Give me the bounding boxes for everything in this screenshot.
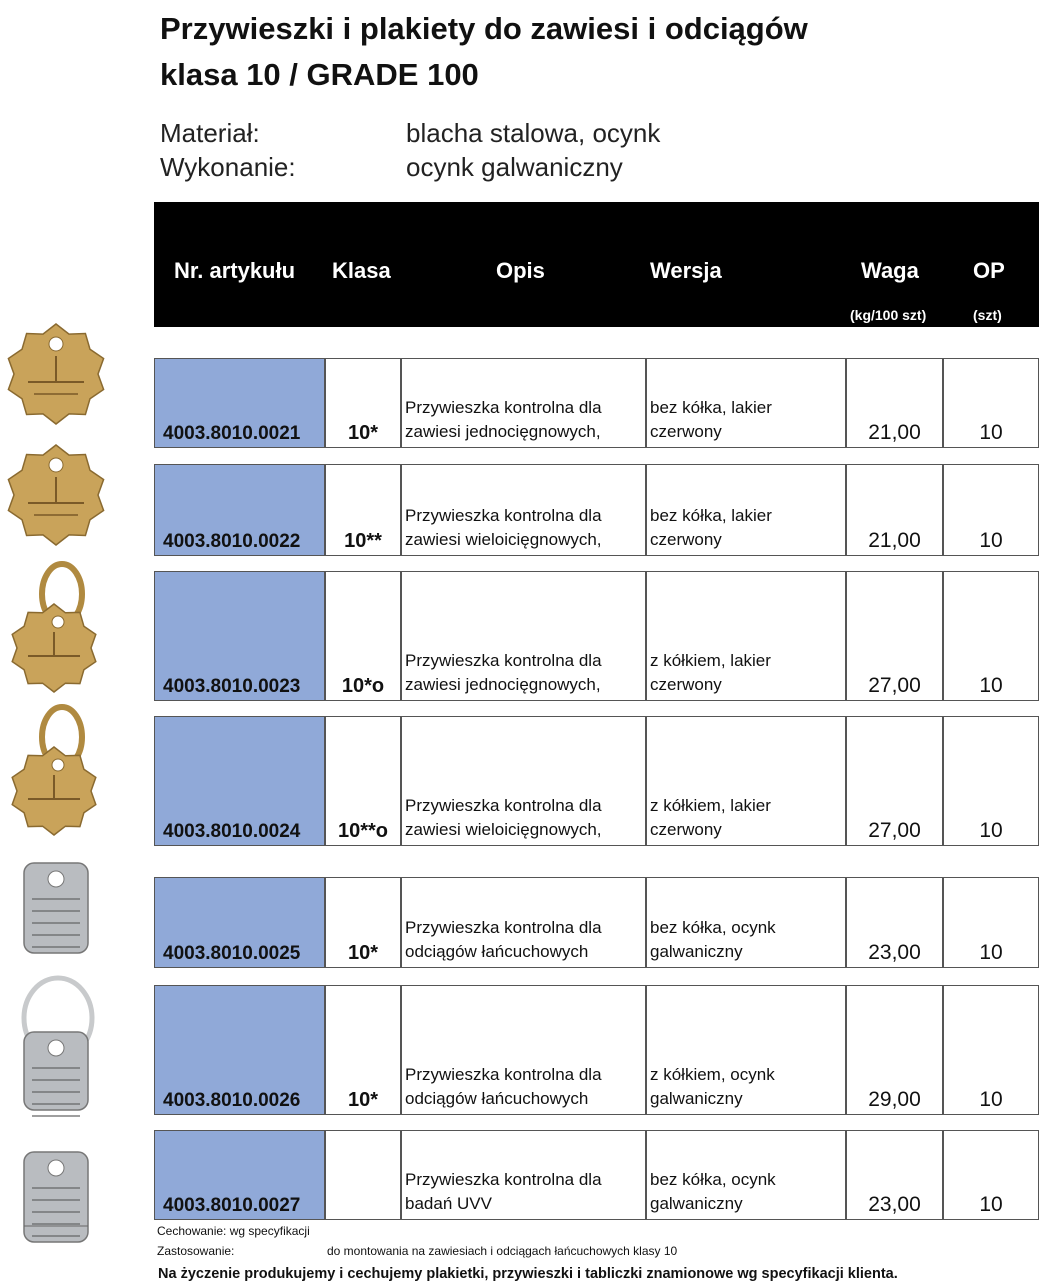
class-value: 10** <box>344 530 382 552</box>
brass-tag-with-ring-icon <box>4 560 108 700</box>
footer-usage-label: Zastosowanie: <box>157 1244 235 1258</box>
version-line-2: czerwony <box>650 820 722 839</box>
weight-cell <box>846 877 943 968</box>
description-line-1: Przywieszka kontrolna dla <box>405 1170 602 1189</box>
pack-value: 10 <box>979 941 1003 964</box>
pack-cell <box>943 877 1039 968</box>
class-value: 10**o <box>337 820 389 842</box>
footer-marking: Cechowanie: wg specyfikacji <box>157 1224 310 1238</box>
spec-value: ocynk galwaniczny <box>406 152 623 182</box>
pack-cell <box>943 716 1039 846</box>
table-row <box>154 571 1039 701</box>
pack-cell <box>943 464 1039 556</box>
description-cell <box>401 985 646 1115</box>
silver-tag-with-ring-icon <box>4 970 108 1120</box>
version-cell <box>646 571 846 701</box>
weight-cell <box>846 716 943 846</box>
article-cell <box>154 464 325 556</box>
table-row <box>154 877 1039 968</box>
header-pack: OP <box>973 258 1005 283</box>
article-cell <box>154 716 325 846</box>
silver-uvv-tag-icon <box>4 1140 108 1252</box>
version-cell <box>646 985 846 1115</box>
description-line-1: Przywieszka kontrolna dla <box>405 918 602 937</box>
class-value: 10* <box>347 1089 379 1111</box>
article-cell <box>154 358 325 448</box>
table-row <box>154 985 1039 1115</box>
pack-cell <box>943 985 1039 1115</box>
header-weight-unit: (kg/100 szt) <box>850 307 927 323</box>
article-cell <box>154 985 325 1115</box>
pack-value: 10 <box>979 421 1003 444</box>
weight-value: 27,00 <box>868 819 921 842</box>
description-line-2: badań UVV <box>405 1194 492 1213</box>
description-line-1: Przywieszka kontrolna dla <box>405 796 602 815</box>
table-row <box>154 1130 1039 1220</box>
table-row <box>154 716 1039 846</box>
description-line-2: odciągów łańcuchowych <box>405 1089 589 1108</box>
brass-tag-with-ring-icon <box>4 703 108 843</box>
silver-square-tag-icon <box>4 851 108 963</box>
description-cell <box>401 877 646 968</box>
class-cell <box>325 358 401 448</box>
class-cell <box>325 1130 401 1220</box>
pack-cell <box>943 358 1039 448</box>
version-line-1: bez kółka, lakier <box>650 506 772 525</box>
version-cell <box>646 877 846 968</box>
description-cell <box>401 716 646 846</box>
version-cell <box>646 1130 846 1220</box>
weight-cell <box>846 464 943 556</box>
footer-note: Na życzenie produkujemy i cechujemy plakietki, przywieszki i tabliczki znamionowe wg specyfikacji klienta. <box>158 1266 898 1282</box>
description-line-1: Przywieszka kontrolna dla <box>405 1065 602 1084</box>
version-line-2: galwaniczny <box>650 1194 743 1213</box>
class-value: 10* <box>347 422 379 444</box>
description-line-2: zawiesi jednocięgnowych, <box>405 422 601 441</box>
version-cell <box>646 464 846 556</box>
header-weight: Waga <box>861 258 919 283</box>
brass-octagonal-tag-icon <box>4 318 108 430</box>
brass-octagonal-tag-icon <box>4 440 108 550</box>
table-row <box>154 358 1039 448</box>
version-line-2: czerwony <box>650 422 722 441</box>
article-number: 4003.8010.0023 <box>163 676 301 697</box>
header-pack-unit: (szt) <box>973 307 1002 323</box>
spec-material <box>160 116 661 150</box>
header-description: Opis <box>496 258 545 283</box>
weight-value: 29,00 <box>868 1088 921 1111</box>
article-cell <box>154 571 325 701</box>
table-header <box>154 202 1039 327</box>
version-line-1: z kółkiem, lakier <box>650 651 771 670</box>
article-number: 4003.8010.0026 <box>163 1090 301 1111</box>
spec-value: blacha stalowa, ocynk <box>406 118 661 148</box>
weight-cell <box>846 571 943 701</box>
class-value: 10* <box>347 942 379 964</box>
weight-value: 23,00 <box>868 941 921 964</box>
title-line-2: klasa 10 / GRADE 100 <box>160 57 479 92</box>
class-cell <box>325 716 401 846</box>
header-class: Klasa <box>332 258 391 283</box>
class-cell <box>325 877 401 968</box>
description-line-2: zawiesi wieloicięgnowych, <box>405 820 602 839</box>
pack-value: 10 <box>979 529 1003 552</box>
title-line-1: Przywieszki i plakiety do zawiesi i odciągów <box>160 11 808 46</box>
article-cell <box>154 1130 325 1220</box>
version-line-2: czerwony <box>650 530 722 549</box>
description-cell <box>401 464 646 556</box>
weight-cell <box>846 985 943 1115</box>
description-line-2: zawiesi jednocięgnowych, <box>405 675 601 694</box>
version-line-1: z kółkiem, lakier <box>650 796 771 815</box>
weight-cell <box>846 358 943 448</box>
description-cell <box>401 571 646 701</box>
description-line-2: odciągów łańcuchowych <box>405 942 589 961</box>
pack-value: 10 <box>979 819 1003 842</box>
page-title <box>160 6 808 98</box>
spec-finish <box>160 150 623 184</box>
class-cell <box>325 464 401 556</box>
class-cell <box>325 985 401 1115</box>
version-line-2: galwaniczny <box>650 942 743 961</box>
pack-value: 10 <box>979 1088 1003 1111</box>
description-line-1: Przywieszka kontrolna dla <box>405 398 602 417</box>
version-line-2: czerwony <box>650 675 722 694</box>
header-article: Nr. artykułu <box>174 258 296 283</box>
weight-cell <box>846 1130 943 1220</box>
weight-value: 21,00 <box>868 421 921 444</box>
table-row <box>154 464 1039 556</box>
weight-value: 23,00 <box>868 1193 921 1216</box>
version-cell <box>646 716 846 846</box>
article-number: 4003.8010.0022 <box>163 531 301 552</box>
version-line-1: bez kółka, lakier <box>650 398 772 417</box>
version-line-1: bez kółka, ocynk <box>650 1170 776 1189</box>
article-number: 4003.8010.0021 <box>163 423 301 444</box>
description-line-2: zawiesi wieloicięgnowych, <box>405 530 602 549</box>
footer-usage-value: do montowania na zawiesiach i odciągach łańcuchowych klasy 10 <box>327 1244 678 1258</box>
weight-value: 21,00 <box>868 529 921 552</box>
version-line-1: z kółkiem, ocynk <box>650 1065 775 1084</box>
header-version: Wersja <box>650 258 722 283</box>
version-line-2: galwaniczny <box>650 1089 743 1108</box>
pack-value: 10 <box>979 1193 1003 1216</box>
version-cell <box>646 358 846 448</box>
article-cell <box>154 877 325 968</box>
pack-value: 10 <box>979 674 1003 697</box>
article-number: 4003.8010.0024 <box>163 821 301 842</box>
spec-label: Wykonanie: <box>160 152 296 182</box>
pack-cell <box>943 571 1039 701</box>
article-number: 4003.8010.0025 <box>163 943 301 964</box>
version-line-1: bez kółka, ocynk <box>650 918 776 937</box>
description-line-1: Przywieszka kontrolna dla <box>405 506 602 525</box>
weight-value: 27,00 <box>868 674 921 697</box>
class-value: 10*o <box>341 675 385 697</box>
description-line-1: Przywieszka kontrolna dla <box>405 651 602 670</box>
description-cell <box>401 1130 646 1220</box>
class-cell <box>325 571 401 701</box>
description-cell <box>401 358 646 448</box>
spec-label: Materiał: <box>160 118 260 148</box>
pack-cell <box>943 1130 1039 1220</box>
article-number: 4003.8010.0027 <box>163 1195 301 1216</box>
